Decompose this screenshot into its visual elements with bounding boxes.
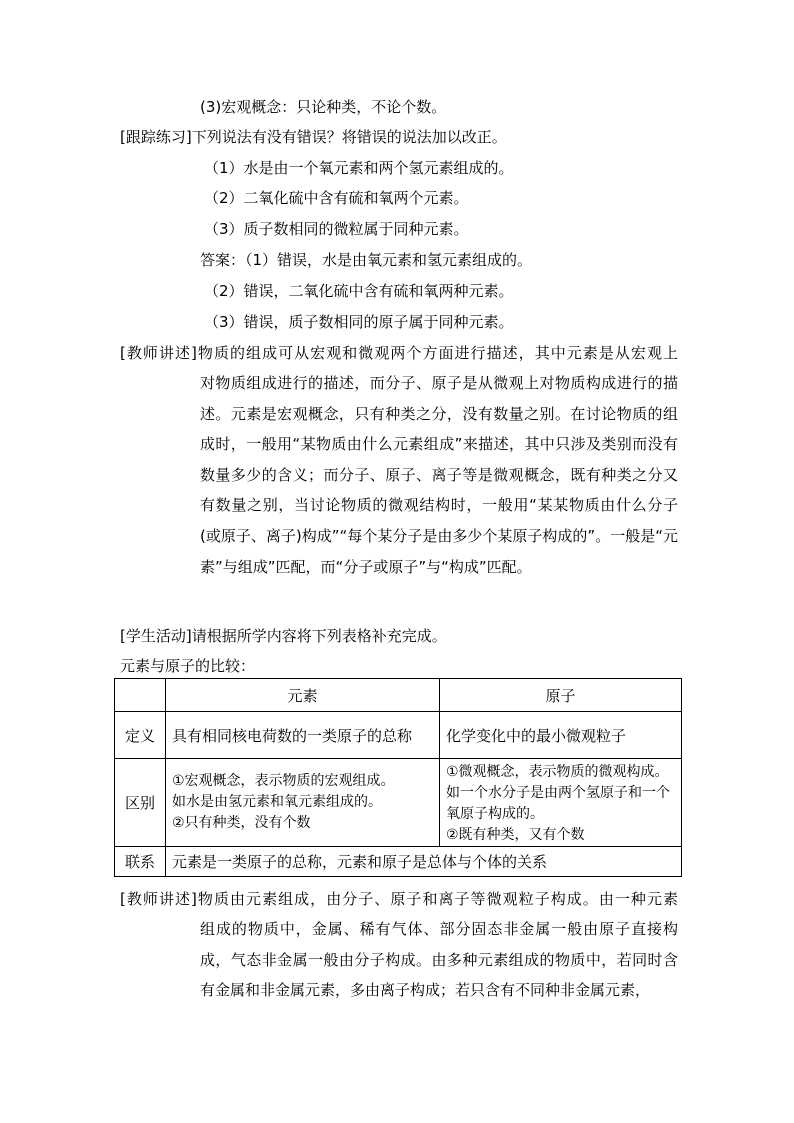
row-label: 联系 [115,847,166,877]
table-header-empty [115,679,166,712]
paragraph: 组成的物质中，金属、稀有气体、部分固态非金属一般由原子直接构成，气态非金属一般由分子构成。由多种元素组成的物质中，若同时含有金属和非金属元素，多由离子构成；若只含有不同种非金属元素， [200,920,678,1000]
table-header-cell: 元素 [166,679,440,712]
table-header-cell: 原子 [440,679,682,712]
table-cell: 具有相同核电荷数的一类原子的总称 [166,712,440,759]
table-row [115,759,682,847]
section-heading: [跟踪练习]下列说法有没有错误？将错误的说法加以改正。 [120,128,507,146]
cell-line: ①宏观概念，表示物质的宏观组成。 [172,773,395,789]
cell-line: ①微观概念，表示物质的微观构成。如一个水分子是由两个氢原子和一个氧原子构成的。 [446,764,670,822]
table-header-row [115,679,682,712]
table-cell: 元素是一类原子的总称，元素和原子是总体与个体的关系 [166,847,682,877]
answer-2: （2）错误，二氧化硫中含有硫和氧两种元素。 [204,282,514,300]
question-2: （2）二氧化硫中含有硫和氧两个元素。 [204,189,469,207]
row-label: 定义 [115,712,166,759]
text-line: (3)宏观概念：只论种类，不论个数。 [200,98,447,116]
section-heading: [教师讲述]物质由元素组成，由分子、原子和离子等微观粒子构成。由一种元素 [120,890,678,908]
cell-line: ②既有种类，又有个数 [446,827,585,843]
question-1: （1）水是由一个氧元素和两个氢元素组成的。 [204,159,514,177]
cell-line: ②只有种类，没有个数 [172,815,311,831]
table-row [115,712,682,759]
table-row [115,847,682,877]
question-3: （3）质子数相同的微粒属于同种元素。 [204,220,469,238]
table-cell: 化学变化中的最小微观粒子 [440,712,682,759]
comparison-table [114,678,682,877]
answer-1: 答案：（1）错误，水是由氧元素和氢元素组成的。 [200,251,533,269]
table-caption: 元素与原子的比较： [120,657,256,675]
answer-3: （3）错误，质子数相同的原子属于同种元素。 [204,313,514,331]
paragraph: 对物质组成进行的描述，而分子、原子是从微观上对物质构成进行的描述。元素是宏观概念，只有种类之分，没有数量之别。在讨论物质的组成时，一般用“某物质由什么元素组成”来描述，其中只涉及类别而没有数量多少的含义；而分子、原子、离子等是微观概念，既有种类之分又有数量之别，当讨论物质的微观结构时，一般用“某某物质由什么分子(或原子、离子)构成”“每个某分子是由多少个某原子构成的”。一般是“元素”与组成”匹配，而“分子或原子”与“构成”匹配。 [200,374,678,576]
cell-line: 如水是由氢元素和氧元素组成的。 [172,794,382,810]
row-label: 区别 [115,759,166,847]
table-cell [166,759,440,847]
table-cell [440,759,682,847]
section-heading: [学生活动]请根据所学内容将下列表格补充完成。 [120,627,447,645]
section-heading: [教师讲述]物质的组成可从宏观和微观两个方面进行描述，其中元素是从宏观上 [120,344,678,362]
